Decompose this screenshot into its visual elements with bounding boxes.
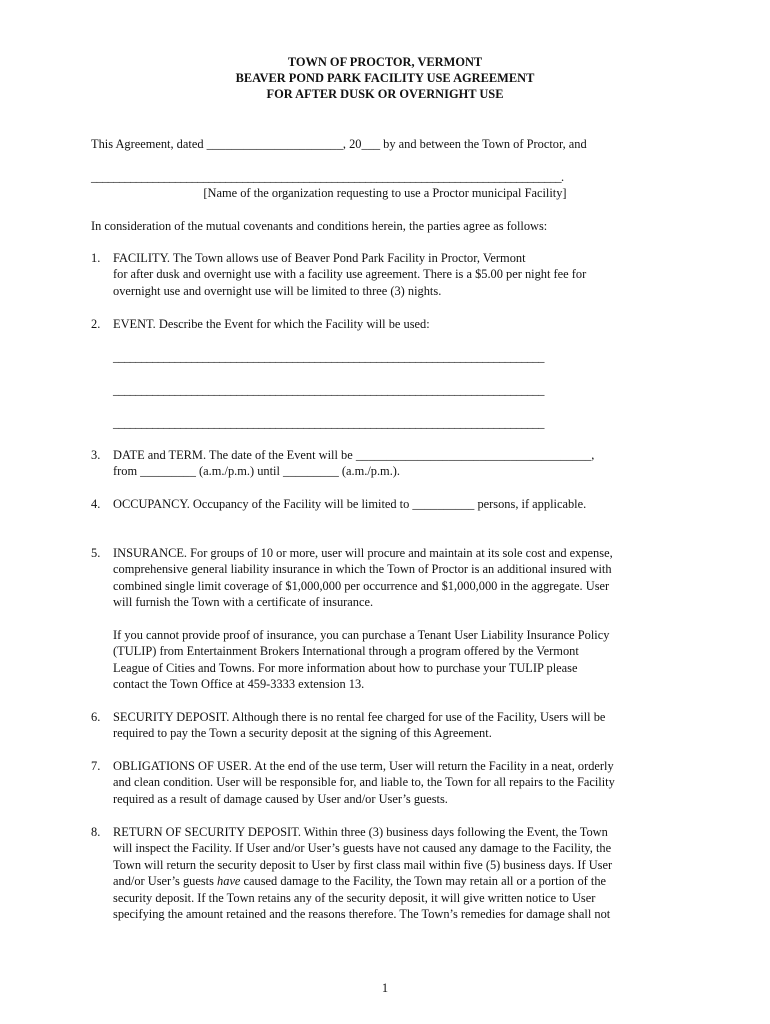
event-description-blank: _____________________________________________________________________________ — [113, 416, 544, 430]
text-run: and/or User’s guests — [113, 874, 218, 889]
section-line: If you cannot provide proof of insurance, you can purchase a Tenant User Liability Insurance Policy — [113, 628, 610, 642]
section-line: and clean condition. User will be responsible for, and liable to, the Town for all repairs to the Facility — [113, 775, 615, 790]
section-line: security deposit. If the Town retains any of the security deposit, it will give written notice to User — [113, 890, 596, 905]
section-line: Town will return the security deposit to User by first class mail within five (5) business days. If User — [113, 857, 613, 872]
consideration-clause: In consideration of the mutual covenants and conditions herein, the parties agree as follows: — [91, 219, 548, 233]
section-line: EVENT. Describe the Event for which the Facility will be used: — [113, 317, 430, 331]
section-occupancy — [113, 496, 688, 512]
event-description-blank: _____________________________________________________________________________ — [113, 383, 544, 397]
organization-name-blank: ____________________________________________________________________________________. — [91, 170, 564, 184]
section-line: INSURANCE. For groups of 10 or more, user will procure and maintain at its sole cost and expense, — [113, 546, 613, 560]
title-town: TOWN OF PROCTOR, VERMONT — [287, 55, 483, 69]
section-line: combined single limit coverage of $1,000,000 per occurrence and $1,000,000 in the aggregate. User — [113, 578, 610, 593]
section-line: for after dusk and overnight use with a facility use agreement. There is a $5.00 per night fee for — [113, 267, 587, 282]
section-line: RETURN OF SECURITY DEPOSIT. Within three (3) business days following the Event, the Town — [113, 825, 608, 839]
section-line: (TULIP) from Entertainment Brokers International through a program offered by the Vermont — [113, 644, 579, 659]
section-line: required to pay the Town a security deposit at the signing of this Agreement. — [113, 726, 492, 741]
section-number: 1. — [91, 251, 101, 265]
section-date-term — [113, 447, 688, 480]
section-facility — [113, 250, 688, 299]
section-number: 2. — [91, 317, 101, 331]
section-event — [113, 316, 688, 332]
section-line: League of Cities and Towns. For more information about how to purchase your TULIP please — [113, 660, 578, 675]
section-line: overnight use and overnight use will be limited to three (3) nights. — [113, 283, 442, 298]
section-line: FACILITY. The Town allows use of Beaver Pond Park Facility in Proctor, Vermont — [113, 251, 526, 265]
section-line: OBLIGATIONS OF USER. At the end of the use term, User will return the Facility in a neat, orderly — [113, 759, 614, 773]
agreement-intro: This Agreement, dated ______________________, 20___ by and between the Town of Proctor, and — [91, 137, 587, 151]
section-obligations — [113, 758, 688, 807]
title-use: FOR AFTER DUSK OR OVERNIGHT USE — [266, 87, 504, 101]
section-line: will inspect the Facility. If User and/or User’s guests have not caused any damage to the Facility, the — [113, 841, 612, 856]
section-number: 8. — [91, 825, 101, 839]
emphasis-text: have — [217, 874, 241, 889]
section-security-deposit — [113, 709, 688, 742]
section-number: 7. — [91, 759, 101, 773]
section-line: specifying the amount retained and the reasons therefore. The Town’s remedies for damage shall not — [113, 907, 611, 922]
event-description-blank: _____________________________________________________________________________ — [113, 350, 544, 364]
section-line: required as a result of damage caused by User and/or User’s guests. — [113, 791, 448, 806]
title-agreement: BEAVER POND PARK FACILITY USE AGREEMENT — [235, 71, 535, 85]
section-line: from _________ (a.m./p.m.) until _________ (a.m./p.m.). — [113, 464, 401, 479]
organization-caption: [Name of the organization requesting to use a Proctor municipal Facility] — [203, 186, 567, 200]
document-title — [0, 54, 770, 102]
section-line: will furnish the Town with a certificate of insurance. — [113, 595, 374, 610]
section-line — [113, 873, 688, 889]
section-number: 4. — [91, 497, 101, 511]
page-number: 1 — [381, 981, 389, 995]
section-line: contact the Town Office at 459-3333 extension 13. — [113, 677, 365, 692]
section-return-deposit — [113, 824, 688, 922]
section-number: 5. — [91, 546, 101, 560]
section-line: DATE and TERM. The date of the Event will be ______________________________________, — [113, 448, 595, 462]
section-insurance-tulip — [113, 627, 688, 693]
section-insurance — [113, 545, 688, 611]
section-number: 6. — [91, 710, 101, 724]
section-number: 3. — [91, 448, 101, 462]
section-line: SECURITY DEPOSIT. Although there is no rental fee charged for use of the Facility, Users will be — [113, 710, 606, 724]
section-line: comprehensive general liability insurance in which the Town of Proctor is an additional insured with — [113, 562, 612, 577]
section-line: OCCUPANCY. Occupancy of the Facility will be limited to __________ persons, if applicable. — [113, 497, 587, 511]
text-run: caused damage to the Facility, the Town may retain all or a portion of the — [240, 874, 607, 889]
